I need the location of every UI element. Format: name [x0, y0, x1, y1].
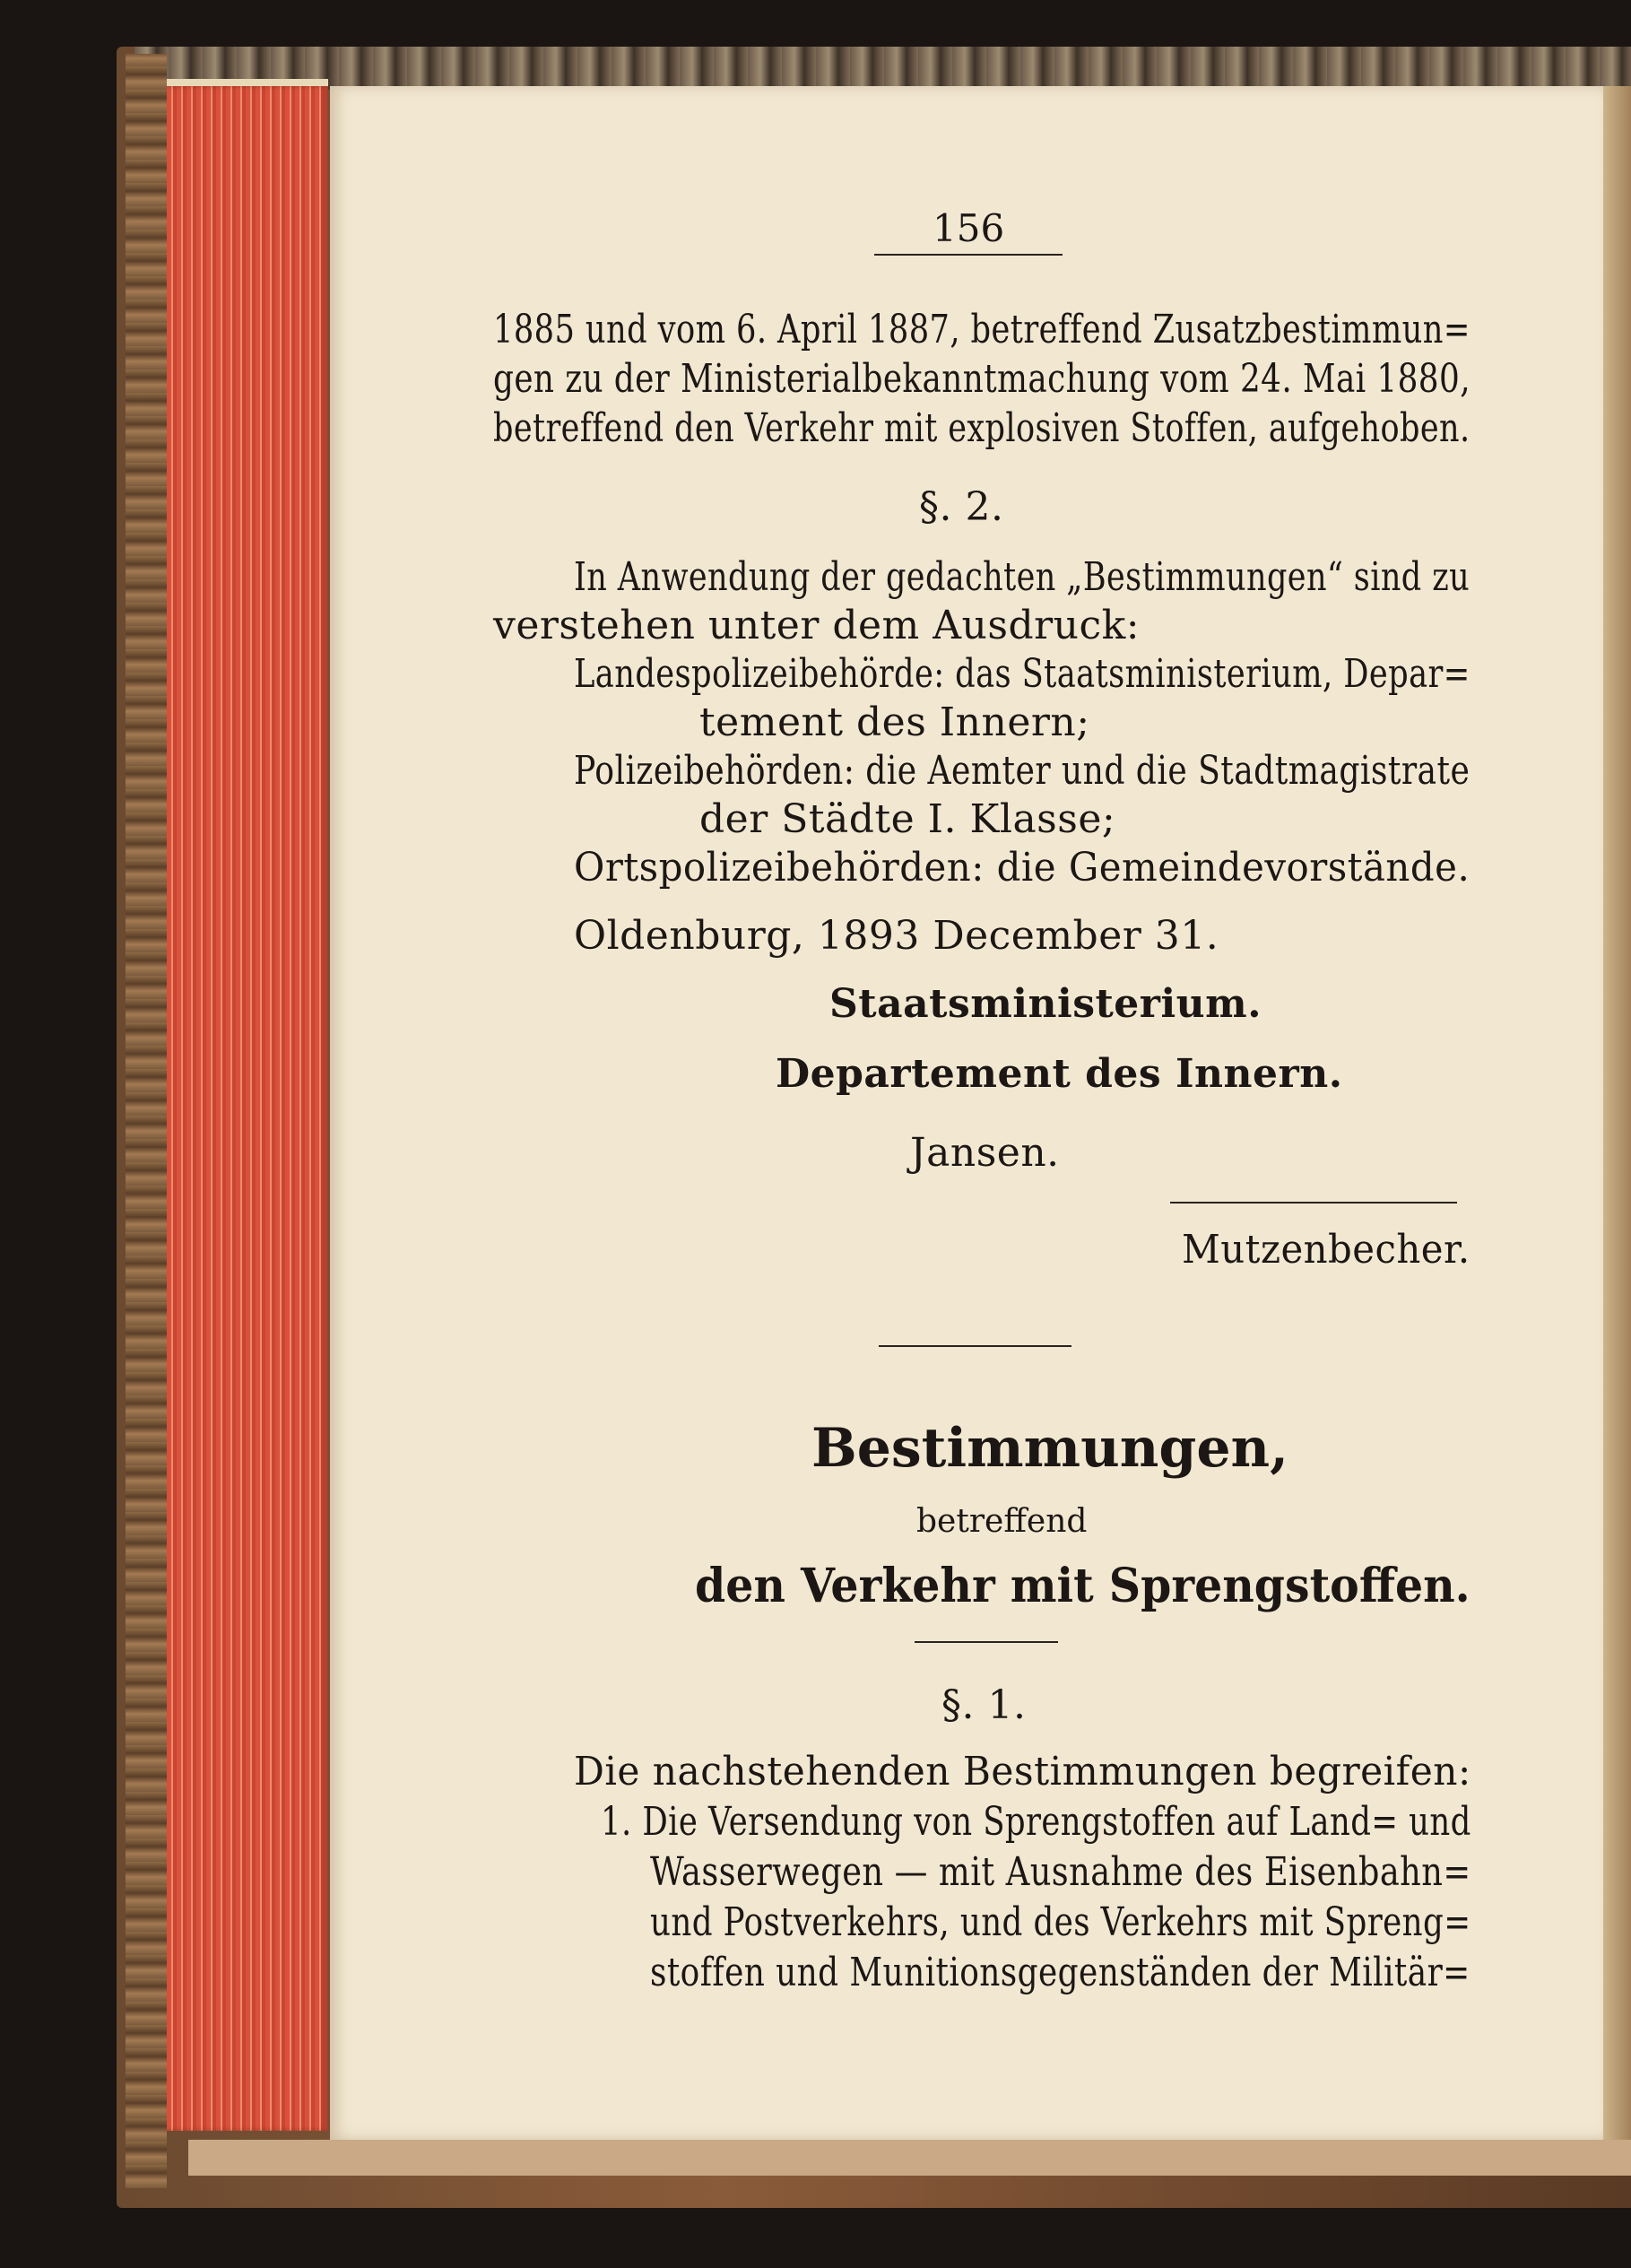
signer-name: Jansen. — [910, 1130, 1060, 1176]
text-line: stoffen und Munitionsgegenständen der Militär= — [650, 1950, 1471, 1995]
marbled-cover-edge — [126, 54, 167, 2188]
text-line: Landespolizeibehörde: das Staatsministerium, Depar= — [574, 651, 1471, 697]
text-line: gen zu der Ministerialbekanntmachung vom 24. Mai 1880, — [493, 356, 1471, 402]
document-subtitle: betreffend — [916, 1503, 1088, 1540]
book-top-edge — [134, 47, 1631, 90]
signature-rule — [1170, 1202, 1457, 1204]
text-line: Wasserwegen — mit Ausnahme des Eisenbahn= — [650, 1849, 1471, 1895]
text-line: der Städte I. Klasse; — [699, 796, 1116, 842]
date-line: Oldenburg, 1893 December 31. — [574, 913, 1219, 959]
department-name: Departement des Innern. — [776, 1051, 1343, 1097]
text-line: Polizeibehörden: die Aemter und die Stadtmagistrate — [574, 748, 1471, 794]
text-line: tement des Innern; — [699, 700, 1090, 745]
text-line: 1885 und vom 6. April 1887, betreffend Zusatzbestimmun= — [493, 307, 1471, 352]
document-subject: den Verkehr mit Sprengstoffen. — [695, 1559, 1471, 1613]
book-bottom-edge — [188, 2140, 1631, 2176]
heading-rule — [915, 1641, 1058, 1643]
section-heading: §. 1. — [941, 1682, 1027, 1728]
text-line: verstehen unter dem Ausdruck: — [493, 603, 1141, 648]
text-line: und Postverkehrs, und des Verkehrs mit Spreng= — [650, 1899, 1471, 1945]
text-line: 1. Die Versendung von Sprengstoffen auf Land= und — [601, 1799, 1471, 1845]
red-page-edges — [167, 86, 328, 2131]
text-line: In Anwendung der gedachten „Bestimmungen“ sind zu — [574, 554, 1471, 600]
page-number-rule — [874, 254, 1063, 256]
section-heading: §. 2. — [919, 484, 1004, 530]
text-line: betreffend den Verkehr mit explosiven Stoffen, aufgehoben. — [493, 405, 1471, 451]
text-line: Ortspolizeibehörden: die Gemeindevorstände. — [574, 845, 1471, 891]
document-title: Bestimmungen, — [811, 1417, 1289, 1480]
facing-page-edge — [1603, 86, 1631, 2140]
cosigner-name: Mutzenbecher. — [1182, 1227, 1471, 1273]
ministry-name: Staatsministerium. — [829, 981, 1262, 1027]
text-line: Die nachstehenden Bestimmungen begreifen: — [574, 1749, 1471, 1794]
page-number: 156 — [933, 206, 1005, 250]
section-divider — [879, 1345, 1071, 1347]
